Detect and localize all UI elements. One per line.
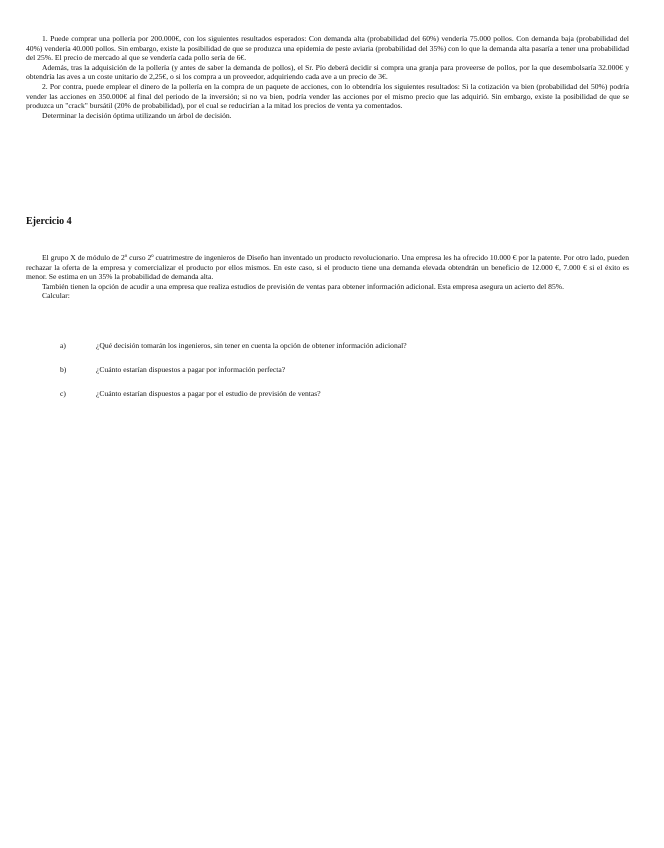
exercise-4-text: [26, 253, 629, 301]
question-text: ¿Cuánto estarían dispuestos a pagar por el estudio de previsión de ventas?: [96, 389, 321, 398]
question-list: [60, 341, 620, 413]
question-item: [60, 365, 620, 389]
question-text: ¿Qué decisión tomarán los ingenieros, sin tener en cuenta la opción de obtener información adicional?: [96, 341, 407, 350]
paragraph-study-option: También tienen la opción de acudir a una empresa que realiza estudios de previsión de ventas para obtener información adicional. Esta empresa asegura un acierto del 85%.: [42, 281, 564, 291]
paragraph-calculate: Calcular:: [42, 291, 70, 301]
paragraph-instruction: Determinar la decisión óptima utilizando un árbol de decisión.: [42, 110, 232, 120]
exercise-3-text: [26, 34, 629, 120]
question-text: ¿Cuánto estarían dispuestos a pagar por información perfecta?: [96, 365, 286, 374]
paragraph-option-2: 2. Por contra, puede emplear el dinero de la pollería en la compra de un paquete de acciones, con lo obtendría los siguientes resultados: Si la cotización va bien (probabilidad del 50%) podría vender las acciones en 350.000€ al final del periodo de la inversión; si no va bien, podría vender las acciones por el mismo precio que las adquirió. Sin embargo, existe la posibilidad de que se produzca un "crack" bursátil (20% de probabilidad), por el cual se reducirían a la mitad los precios de venta ya comentados.: [26, 81, 629, 111]
question-label: a): [60, 341, 66, 350]
question-label: c): [60, 389, 66, 398]
question-label: b): [60, 365, 67, 374]
question-item: [60, 389, 620, 413]
paragraph-problem: El grupo X de módulo de 2º curso 2º cuatrimestre de ingenieros de Diseño han inventado un producto revolucionario. Una empresa les ha ofrecido 10.000 € por la patente. Por otro lado, pueden rechazar la oferta de la empresa y comercializar el producto por ellos mismos. En este caso, si el producto tiene una demanda elevada obtendrán un beneficio de 12.000 €, 7.000 € si el éxito es menor. Se estima en un 35% la probabilidad de demanda alta.: [26, 253, 629, 282]
question-item: [60, 341, 620, 365]
paragraph-farm-decision: Además, tras la adquisición de la pollería (y antes de saber la demanda de pollos), el Sr. Pío deberá decidir si compra una granja para proveerse de pollos, por la que desembolsaría 32.000€ y obtendría las aves a un coste unitario de 2,25€, o si los compra a un proveedor, adquiriendo cada ave a un precio de 3€.: [26, 62, 629, 82]
exercise-4-heading: Ejercicio 4: [26, 216, 72, 227]
paragraph-option-1: 1. Puede comprar una pollería por 200.000€, con los siguientes resultados esperados: Con demanda alta (probabilidad del 60%) vendería 75.000 pollos. Con demanda baja (probabilidad del 40%) vendería 40.000 pollos. Sin embargo, existe la posibilidad de que se produzca una epidemia de peste aviaria (probabilidad del 35%) con lo que la demanda alta pasaría a tener una probabilidad del 25%. El precio de mercado al que se vendería cada pollo sería de 6€.: [26, 34, 629, 63]
